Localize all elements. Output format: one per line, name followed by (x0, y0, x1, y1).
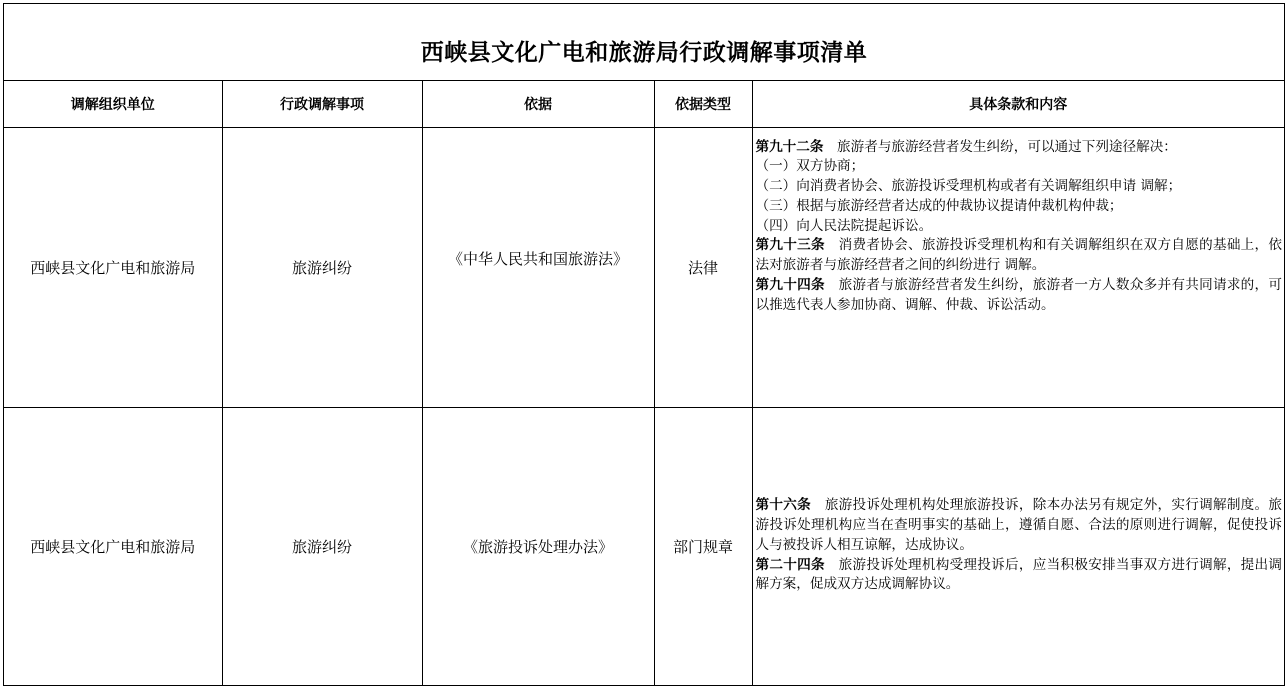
header-row (4, 81, 1284, 127)
header-unit: 调解组织单位 (4, 81, 222, 127)
title-row (4, 4, 1284, 81)
article-item: （三）根据与旅游经营者达成的仲裁协议提请仲裁机构仲裁； (755, 197, 1123, 214)
article-item: （一）双方协商； (755, 158, 865, 175)
article-text: 旅游者与旅游经营者发生纠纷，可以通过下列途径解决： (823, 138, 1177, 155)
header-basis: 依据 (422, 81, 654, 127)
article-label: 第九十四条 (755, 277, 825, 294)
cell-basis: 《旅游投诉处理办法》 (422, 407, 654, 686)
article-label: 第九十二条 (755, 138, 824, 155)
article-text: 旅游投诉处理机构受理投诉后，应当积极安排当事双方进行调解，提出调解方案，促成双方达成调解协议。 (755, 556, 1282, 593)
cell-matter: 旅游纠纷 (222, 127, 422, 407)
article-label: 第二十四条 (755, 556, 825, 573)
article-label: 第九十三条 (755, 237, 825, 254)
article-text: 旅游投诉处理机构处理旅游投诉，除本办法另有规定外，实行调解制度。旅游投诉处理机构应当在查明事实的基础上，遵循自愿、合法的原则进行调解，促使投诉人与被投诉人相互谅解，达成协议。 (755, 497, 1283, 553)
cell-unit: 西峡县文化广电和旅游局 (4, 127, 222, 407)
header-basis-type: 依据类型 (654, 81, 752, 127)
table-row (4, 127, 1284, 407)
article-text: 旅游者与旅游经营者发生纠纷，旅游者一方人数众多并有共同请求的，可以推选代表人参加协商、调解、仲裁、诉讼活动。 (755, 277, 1282, 313)
header-details: 具体条款和内容 (752, 81, 1284, 127)
cell-basis-type: 法律 (654, 127, 752, 407)
cell-details (752, 127, 1284, 407)
article-block (756, 556, 1283, 596)
mediation-list-sheet (3, 3, 1285, 686)
article-block (756, 138, 1283, 158)
article-label: 第十六条 (755, 497, 811, 514)
cell-details (752, 407, 1284, 686)
cell-basis-type: 部门规章 (654, 407, 752, 686)
article-item: （四）向人民法院提起诉讼。 (755, 217, 933, 234)
article-text: 消费者协会、旅游投诉受理机构和有关调解组织在双方自愿的基础上，依法对旅游者与旅游经营者之间的纠纷进行 调解。 (755, 237, 1282, 274)
cell-unit: 西峡县文化广电和旅游局 (4, 407, 222, 686)
header-matter: 行政调解事项 (222, 81, 422, 127)
page-title: 西峡县文化广电和旅游局行政调解事项清单 (420, 38, 868, 66)
mediation-table (4, 81, 1284, 686)
article-block (756, 496, 1283, 555)
article-block (756, 276, 1283, 316)
table-row (4, 407, 1284, 686)
article-item: （二）向消费者协会、旅游投诉受理机构或者有关调解组织申请 调解； (755, 178, 1182, 195)
cell-matter: 旅游纠纷 (222, 407, 422, 686)
cell-basis: 《中华人民共和国旅游法》 (422, 127, 654, 407)
article-block (756, 236, 1283, 276)
